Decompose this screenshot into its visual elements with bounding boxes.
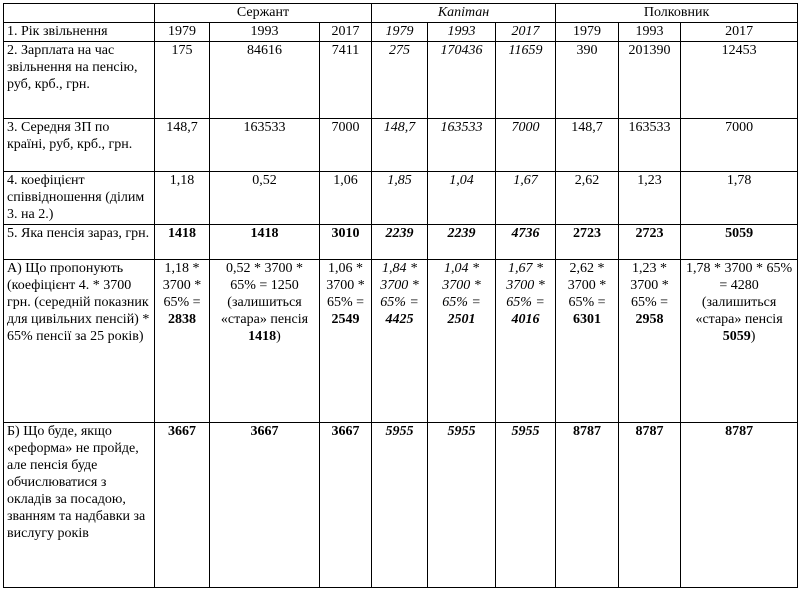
row-label: 3. Середня ЗП по країні, руб, крб., грн. (4, 119, 155, 172)
table-cell (428, 260, 496, 423)
formula-text: 1,84 * 3700 * 65% = (380, 261, 419, 310)
table-cell: 1979 (155, 23, 210, 42)
table-row (4, 225, 798, 260)
table-cell: 1,78 (681, 172, 798, 225)
result-value: 1418 (248, 329, 277, 344)
table-cell: 2017 (681, 23, 798, 42)
formula-text: 1,78 * 3700 * 65% = 4280 (залишиться «стара» пенсія (685, 261, 793, 327)
table-cell (556, 260, 619, 423)
table-cell: 2723 (556, 225, 619, 260)
table-cell: 8787 (619, 423, 681, 588)
table-cell: 3667 (155, 423, 210, 588)
table-cell: 2,62 (556, 172, 619, 225)
table-cell: 3667 (210, 423, 320, 588)
table-cell: 7000 (496, 119, 556, 172)
table-cell: 1979 (556, 23, 619, 42)
table-cell (496, 260, 556, 423)
table-cell: 163533 (428, 119, 496, 172)
table-cell: 12453 (681, 42, 798, 119)
table-cell: 1993 (210, 23, 320, 42)
table-cell: 148,7 (556, 119, 619, 172)
row-label: 5. Яка пенсія зараз, грн. (4, 225, 155, 260)
table-cell: 201390 (619, 42, 681, 119)
table-cell: 148,7 (372, 119, 428, 172)
table-cell (320, 260, 372, 423)
table-cell: 1993 (428, 23, 496, 42)
table-cell (681, 260, 798, 423)
table-cell: 7000 (681, 119, 798, 172)
table-cell: 1979 (372, 23, 428, 42)
row-label: 2. Зарплата на час звільнення на пенсію, руб, крб., грн. (4, 42, 155, 119)
result-value: 6301 (573, 312, 602, 327)
row-label: А) Що пропонують (коефіцієнт 4. * 3700 грн. (середній показник для цивільних пенсій) * 65% пенсії за 25 років) (4, 260, 155, 423)
result-value: 2549 (331, 312, 360, 327)
table-cell: 7000 (320, 119, 372, 172)
table-row (4, 423, 798, 588)
table-cell: 1,67 (496, 172, 556, 225)
table-cell: 5955 (428, 423, 496, 588)
result-value: 2838 (168, 312, 196, 327)
table-row (4, 172, 798, 225)
table-cell: 1993 (619, 23, 681, 42)
table-cell: 1,04 (428, 172, 496, 225)
table-cell: 390 (556, 42, 619, 119)
row-label: Б) Що буде, якщо «реформа» не пройде, але пенсія буде обчислюватися з окладів за посадою, званням та надбавки за вислугу років (4, 423, 155, 588)
result-value: 5059 (722, 329, 751, 344)
table-cell (372, 260, 428, 423)
table-cell: 170436 (428, 42, 496, 119)
formula-text: 1,23 * 3700 * 65% = (630, 261, 669, 310)
result-value: 2501 (447, 312, 476, 327)
result-value: 2958 (635, 312, 664, 327)
table-cell: 2723 (619, 225, 681, 260)
formula-tail: ) (750, 329, 756, 344)
header-empty-cell (4, 4, 155, 23)
table-cell (619, 260, 681, 423)
table-cell: 1,06 (320, 172, 372, 225)
table-cell: 148,7 (155, 119, 210, 172)
formula-text: 1,67 * 3700 * 65% = (506, 261, 545, 310)
formula-text: 1,04 * 3700 * 65% = (442, 261, 481, 310)
formula-tail: ) (276, 329, 281, 344)
table-cell: 1418 (155, 225, 210, 260)
table-cell: 5955 (372, 423, 428, 588)
row-label: 4. коефіцієнт співвідношення (ділим 3. на 2.) (4, 172, 155, 225)
result-value: 4016 (511, 312, 540, 327)
table-cell: 3667 (320, 423, 372, 588)
table-cell: 5059 (681, 225, 798, 260)
table-cell: 1,18 (155, 172, 210, 225)
table-cell: 1,85 (372, 172, 428, 225)
table-cell: 4736 (496, 225, 556, 260)
table-cell: 5955 (496, 423, 556, 588)
table-cell: 7411 (320, 42, 372, 119)
table-cell: 2017 (496, 23, 556, 42)
pension-comparison-table (3, 3, 798, 588)
table-cell: 2239 (428, 225, 496, 260)
header-row (4, 4, 798, 23)
table-cell: 2017 (320, 23, 372, 42)
group-header-sergeant: Сержант (155, 4, 372, 23)
table-cell: 84616 (210, 42, 320, 119)
table-cell: 163533 (619, 119, 681, 172)
result-value: 4425 (385, 312, 414, 327)
table-row (4, 260, 798, 423)
formula-text: 1,18 * 3700 * 65% = (162, 261, 202, 310)
table-cell: 163533 (210, 119, 320, 172)
group-header-captain: Капітан (372, 4, 556, 23)
formula-text: 2,62 * 3700 * 65% = (567, 261, 607, 310)
row-label: 1. Рік звільнення (4, 23, 155, 42)
table-cell: 8787 (681, 423, 798, 588)
table-cell: 1,23 (619, 172, 681, 225)
table-cell: 275 (372, 42, 428, 119)
table-cell: 3010 (320, 225, 372, 260)
table-cell: 2239 (372, 225, 428, 260)
table-cell: 0,52 (210, 172, 320, 225)
formula-text: 0,52 * 3700 * 65% = 1250 (залишиться «стара» пенсія (220, 261, 309, 327)
table-row (4, 42, 798, 119)
table-cell: 11659 (496, 42, 556, 119)
table-row (4, 23, 798, 42)
table-cell (155, 260, 210, 423)
table-cell: 8787 (556, 423, 619, 588)
table-cell: 1418 (210, 225, 320, 260)
group-header-colonel: Полковник (556, 4, 798, 23)
table-cell (210, 260, 320, 423)
table-row (4, 119, 798, 172)
table-cell: 175 (155, 42, 210, 119)
formula-text: 1,06 * 3700 * 65% = (326, 261, 365, 310)
